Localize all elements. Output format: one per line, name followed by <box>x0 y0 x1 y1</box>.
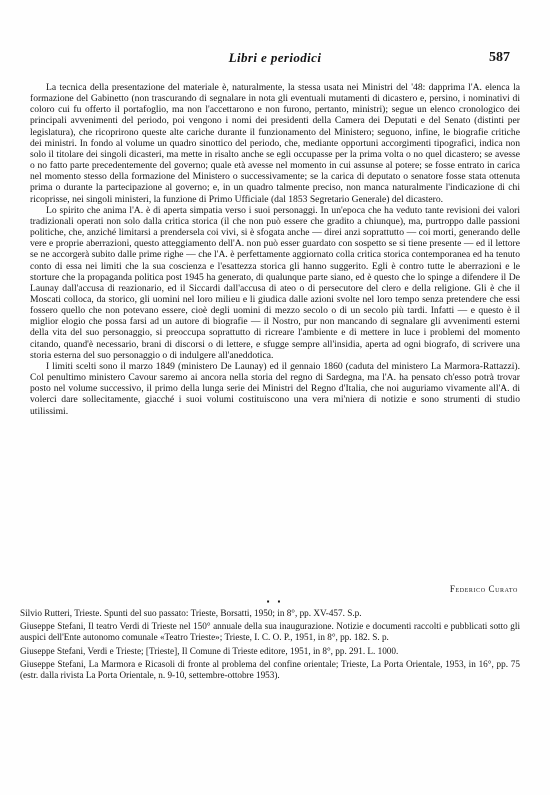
running-head <box>40 50 510 70</box>
running-title: Libri e periodici <box>228 50 322 65</box>
bibliography-entry: Silvio Rutteri, Trieste. Spunti del suo passato: Trieste, Borsatti, 1950; in 8°, pp. XV-457. S.p. <box>20 608 362 618</box>
bibliography-list <box>20 608 520 683</box>
review-paragraph: Lo spirito che anima l'A. è di aperta simpatia verso i suoi personaggi. In un'epoca che ha veduto tante revisioni dei valori tradizionali operati non solo dalla critica storica (il che non può essere che gradito a chiunque), ma, purtroppo dalle passioni politiche, che, anziché limitarsi a prendersela coi vivi, si è sfogata anche — direi anzi soprattutto — coi morti, generando delle vere e proprie aberrazioni, questo atteggiamento dell'A. non può esser guardato con sospetto se si tiene presente — ed il lettore se ne accorgerà subito dalle prime righe — che l'A. è perfettamente aggiornato colla critica storica contemporanea ed ha tenuto conto di essa nei limiti che la sua coscienza e l'esattezza storica gli hanno suggerito. Egli è contro tutte le aberrazioni e le storture che la propaganda politica post 1945 ha generato, di qualunque parte siano, ed è questo che lo spinge a difendere il De Launay dall'accusa di reazionario, ed il Siccardi dall'accusa di ateo o di persecutore del clero e della religione. Gli è che il Moscati colloca, da storico, gli uomini nel loro milieu e li giudica dalle azioni svolte nel loro tempo senza pretendere che essi fossero quello che non potevano essere, cioè degli uomini di mezzo secolo o di un secolo più tardi. Infatti — e questo è il miglior elogio che possa farsi ad un autore di biografie — il Nostro, pur non mancando di segnalare gli avvenimenti esterni della vita del suo personaggio, si preoccupa soprattutto di ricreare l'ambiente e di mettere in luce i problemi del momento citando, quand'è necessario, brani di discorsi o di lettere, e sfugge sempre all'insidia, aperta ad ogni biografo, di scrivere una storia esterna del suo personaggio o di indulgere all'aneddotica. <box>30 204 520 361</box>
review-body <box>30 82 520 417</box>
review-signature: Federico Curato <box>449 584 518 594</box>
bibliography-entry: Giuseppe Stefani, Verdi e Trieste; [Trieste], Il Comune di Trieste editore, 1951, in 8°, pp. 291. L. 1000. <box>20 645 399 656</box>
bibliography-entry: Giuseppe Stefani, La Marmora e Ricasoli di fronte al problema del confine orientale; Trieste, La Porta Orientale, 1953, in 16°, pp. 75 (estr. dalla rivista La Porta Orientale, n. 9-10, settembre-ottobre 1953). <box>20 658 520 681</box>
review-paragraph: I limiti scelti sono il marzo 1849 (ministero De Launay) ed il gennaio 1860 (caduta del ministero La Marmora-Rattazzi). Col penultimo ministero Cavour saremo ai ancora nella storia del regno di Sardegna, ma l'A. ha pensato ch'esso potrà trovar posto nel volume successivo, il primo della lunga serie dei Ministri del Regno d'Italia, che noi auguriamo vivamente all'A. di volerci dare sollecitamente, giacché i suoi volumi costituiscono una vera mi'niera di notizie e sono strumenti di studio utilissimi. <box>30 360 520 417</box>
page-number: 587 <box>489 50 510 65</box>
review-paragraph: La tecnica della presentazione del materiale è, naturalmente, la stessa usata nei Ministri del '48: dapprima l'A. elenca la formazione del Gabinetto (non trascurando di segnalare in nota gli eventuali mutamenti di dicastero e, persino, i nominativi di coloro cui fu offerto il portafoglio, ma non l'accettarono e non furono, pertanto, ministri); segue un elenco cronologico dei principali avvenimenti del periodo, poi vengono i nomi dei presidenti della Camera dei Deputati e del Senato (distinti per legislatura), che ricoprirono queste alte cariche durante il funzionamento del Ministero; seguono, infine, le biografie critiche dei ministri. In fondo al volume un quadro sinottico del periodo, che, mediante opportuni accorgimenti tipografici, indica non solo il titolare dei singoli dicasteri, ma mette in risalto anche se egli occupasse per la prima volta o no quel dicastero; se avesse o no fatto parte precedentemente del governo; quale età avesse nel momento in cui assunse al potere; se fosse entrato in carica nel momento stesso della formazione del Ministero o successivamente; se la carica di deputato o senatore fosse stata ottenuta prima o durante la partecipazione al governo; e, in un quadro talmente preciso, non manca naturalmente l'indicazione di chi ricoprisse, nei singoli ministeri, la funzione di Primo Ufficiale (dal 1853 Segretario Generale) del dicastero. <box>30 82 520 205</box>
bibliography-entry: Giuseppe Stefani, Il teatro Verdi di Trieste nel 150° annuale della sua inaugurazione. Notizie e documenti raccolti e pubblicati sotto gli auspici dell'Ente autonomo comunale «Teatro Trieste»; Trieste, I. C. O. P., 1951, in 8°, pp. 182. S. p. <box>20 621 520 643</box>
section-separator: ▪ ▪ <box>266 597 284 606</box>
